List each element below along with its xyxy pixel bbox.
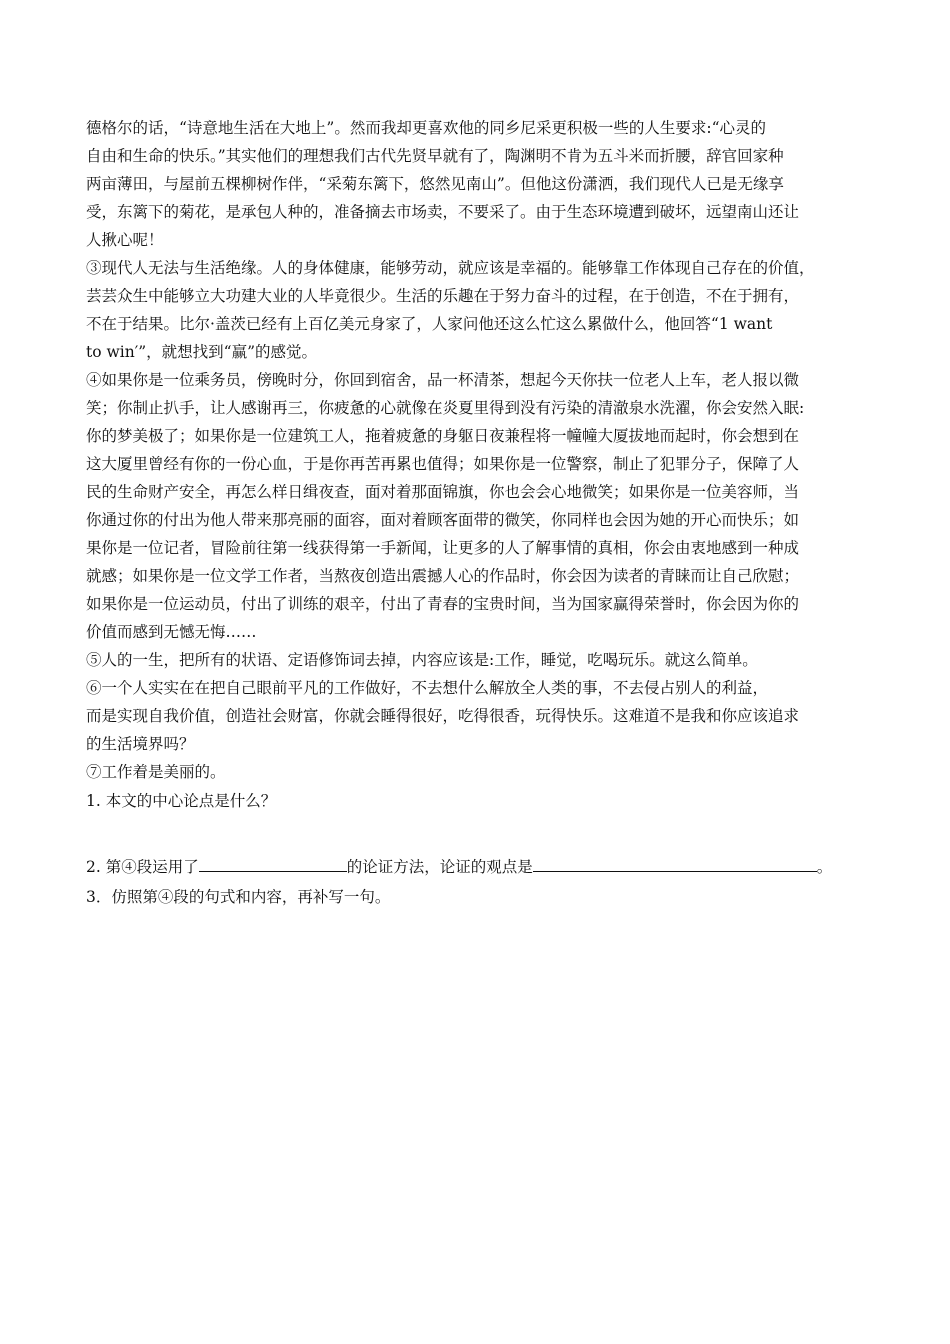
paragraph-6: [86, 674, 864, 758]
text-line: ④如果你是一位乘务员，傍晚时分，你回到宿舍，品一杯清茶，想起今天你扶一位老人上车，老人报以微: [86, 371, 800, 389]
question-1: 1. 本文的中心论点是什么？: [86, 792, 277, 810]
question-2: [86, 852, 864, 882]
answer-blank-method[interactable]: [199, 853, 347, 872]
text-line: 两亩薄田，与屋前五棵柳树作伴，“采菊东篱下，悠然见南山”。但他这份潇洒，我们现代人已是无缘享: [86, 175, 784, 193]
text-line: 人揪心呢！: [86, 231, 164, 249]
paragraph-2-continuation: [86, 114, 864, 254]
text-line: ⑥一个人实实在在把自己眼前平凡的工作做好，不去想什么解放全人类的事，不去侵占别人的利益，: [86, 679, 769, 697]
question-2-middle: 的论证方法，论证的观点是: [346, 858, 533, 876]
text-line: 不在于结果。比尔·盖茨已经有上百亿美元身家了，人家问他还这么忙这么累做什么，他回答“1 want: [86, 315, 773, 333]
text-line: 受，东篱下的菊花，是承包人种的，准备摘去市场卖，不要采了。由于生态环境遭到破坏，远望南山还让: [86, 203, 800, 221]
text-line: ⑤人的一生，把所有的状语、定语修饰词去掉，内容应该是:工作，睡觉，吃喝玩乐。就这么简单。: [86, 651, 758, 669]
text-line: 民的生命财产安全，再怎么样日缉夜查，面对着那面锦旗，你也会会心地微笑；如果你是一位美容师，当: [86, 483, 800, 501]
text-line: 价值而感到无憾无悔……: [86, 623, 257, 641]
text-line: 果你是一位记者，冒险前往第一线获得第一手新闻，让更多的人了解事情的真相，你会由衷地感到一种成: [86, 539, 800, 557]
text-line: 而是实现自我价值，创造社会财富，你就会睡得很好，吃得很香，玩得快乐。这难道不是我和你应该追求: [86, 707, 800, 725]
answer-space-1: [86, 816, 864, 852]
text-line: 你的梦美极了；如果你是一位建筑工人，拖着疲惫的身躯日夜兼程将一幢幢大厦拔地而起时，你会想到在: [86, 427, 800, 445]
paragraph-7: [86, 758, 864, 786]
text-line: to win′”，就想找到“赢”的感觉。: [86, 343, 317, 361]
text-line: 笑；你制止扒手，让人感谢再三，你疲惫的心就像在炎夏里得到没有污染的清澈泉水洗濯，你会安然入眠:: [86, 399, 805, 417]
text-line: 如果你是一位运动员，付出了训练的艰辛，付出了青春的宝贵时间，当为国家赢得荣誉时，你会因为你的: [86, 595, 800, 613]
text-line: 德格尔的话，“诗意地生活在大地上”。然而我却更喜欢他的同乡尼采更积极一些的人生要求:“心灵的: [86, 119, 766, 137]
question-3: 3．仿照第④段的句式和内容，再补写一句。: [86, 888, 391, 906]
text-line: 的生活境界吗？: [86, 735, 195, 753]
text-line: ③现代人无法与生活绝缘。人的身体健康，能够劳动，就应该是幸福的。能够靠工作体现自己存在的价值，: [86, 259, 815, 277]
answer-blank-viewpoint[interactable]: [533, 853, 817, 872]
text-line: ⑦工作着是美丽的。: [86, 763, 226, 781]
text-line: 芸芸众生中能够立大功建大业的人毕竟很少。生活的乐趣在于努力奋斗的过程，在于创造，不在于拥有，: [86, 287, 800, 305]
question-2-prefix: 2. 第④段运用了: [86, 858, 199, 876]
text-line: 你通过你的付出为他人带来那亮丽的面容，面对着顾客面带的微笑，你同样也会因为她的开心而快乐；如: [86, 511, 800, 529]
paragraph-3: [86, 254, 864, 366]
text-line: 自由和生命的快乐。”其实他们的理想我们古代先贤早就有了，陶渊明不肯为五斗米而折腰，辞官回家种: [86, 147, 784, 165]
question-list: [86, 786, 864, 912]
document-body: [86, 114, 864, 912]
question-2-suffix: 。: [816, 858, 833, 876]
text-line: 这大厦里曾经有你的一份心血，于是你再苦再累也值得；如果你是一位警察，制止了犯罪分子，保障了人: [86, 455, 800, 473]
text-line: 就感；如果你是一位文学工作者，当熬夜创造出震撼人心的作品时，你会因为读者的青睐而让自己欣慰；: [86, 567, 800, 585]
paragraph-5: [86, 646, 864, 674]
paragraph-4: [86, 366, 864, 646]
